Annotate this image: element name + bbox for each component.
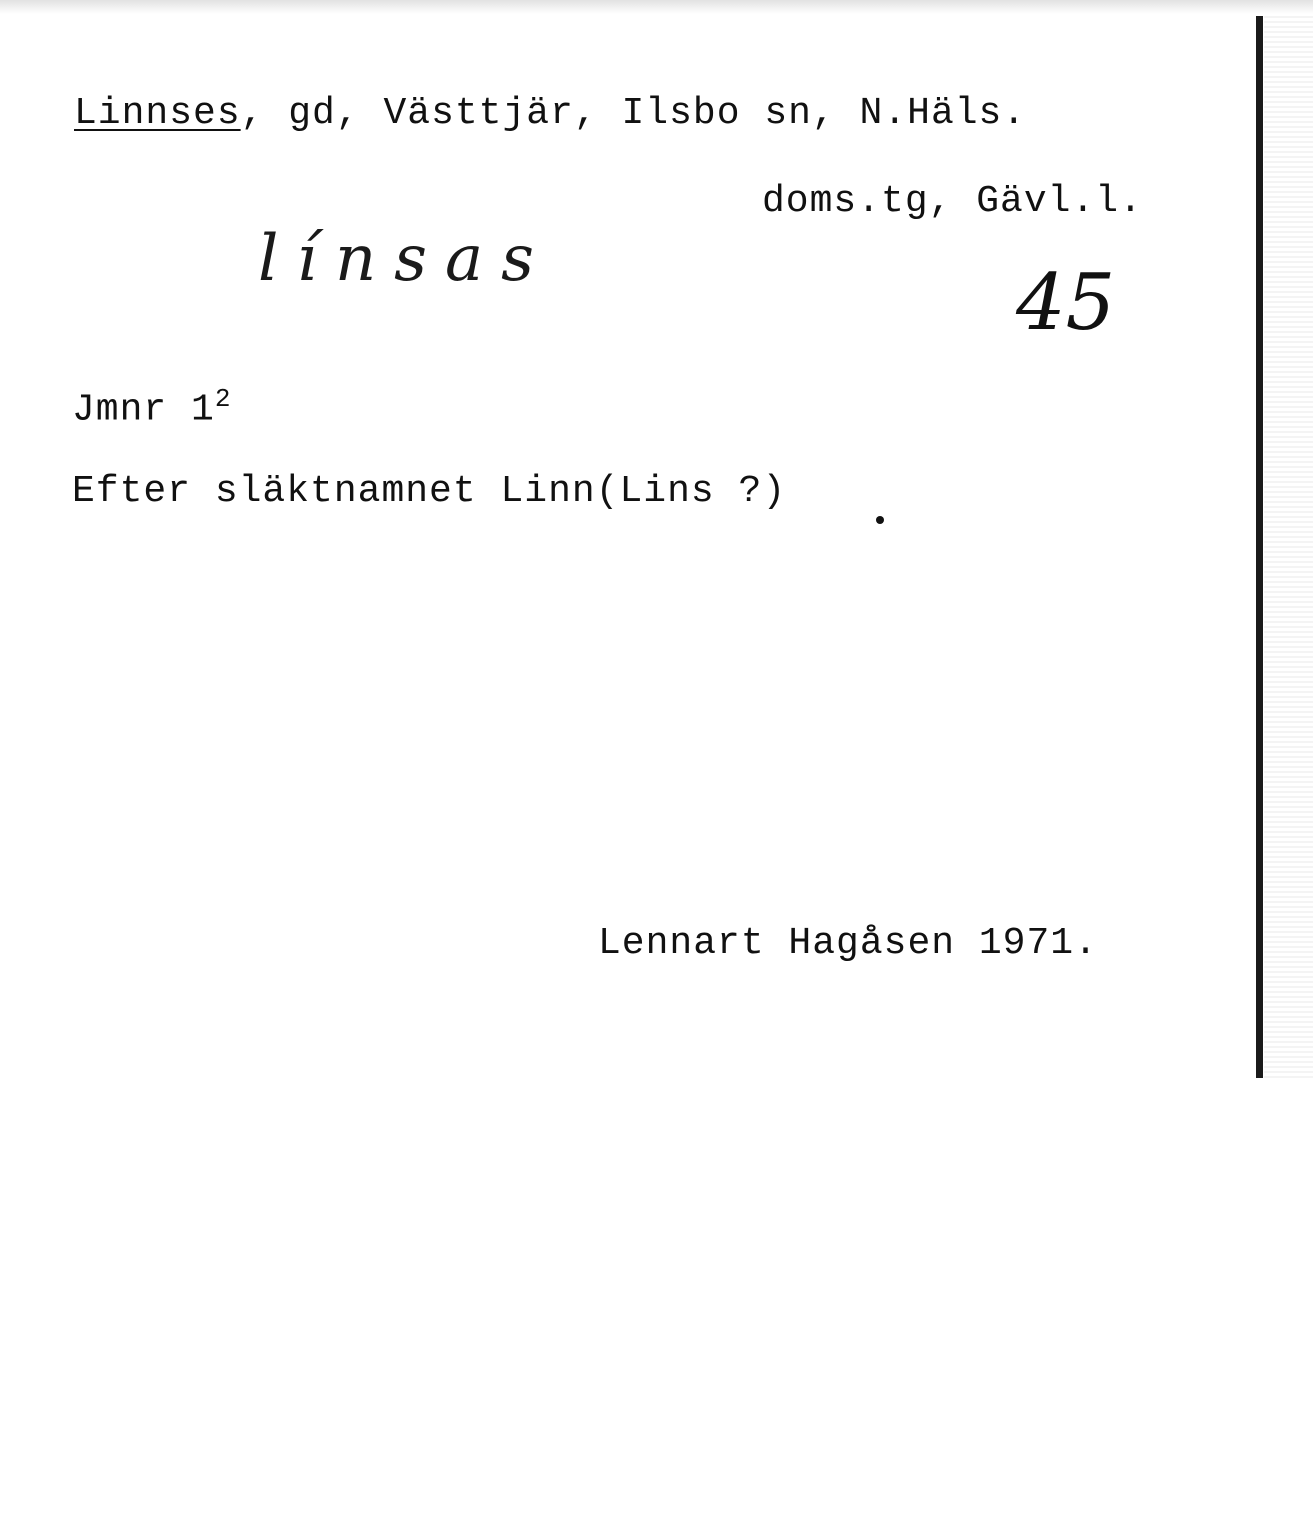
note-text: Efter släktnamnet Linn bbox=[72, 470, 596, 513]
jmnr-value: 1 bbox=[191, 388, 215, 432]
signature-line: Lennart Hagåsen 1971. bbox=[598, 922, 1098, 965]
header-line bbox=[74, 92, 1026, 135]
jmnr-superscript: 2 bbox=[214, 384, 232, 414]
jmnr-line bbox=[72, 384, 231, 432]
jmnr-label: Jmnr bbox=[72, 388, 168, 432]
scan-noise bbox=[1264, 16, 1313, 1078]
note-line bbox=[72, 470, 786, 513]
header-details: , gd, Västtjär, Ilsbo sn, N.Häls. bbox=[240, 92, 1027, 135]
district-line: doms.tg, Gävl.l. bbox=[762, 180, 1143, 223]
card-right-border bbox=[1256, 16, 1263, 1078]
headword: Linnses bbox=[74, 92, 241, 135]
handwritten-number: 45 bbox=[1016, 258, 1116, 348]
card-top-edge bbox=[0, 0, 1313, 14]
handwritten-pronunciation: línsas bbox=[258, 222, 552, 296]
ink-dot bbox=[876, 516, 884, 524]
note-parenthetical: (Lins ?) bbox=[595, 470, 787, 513]
